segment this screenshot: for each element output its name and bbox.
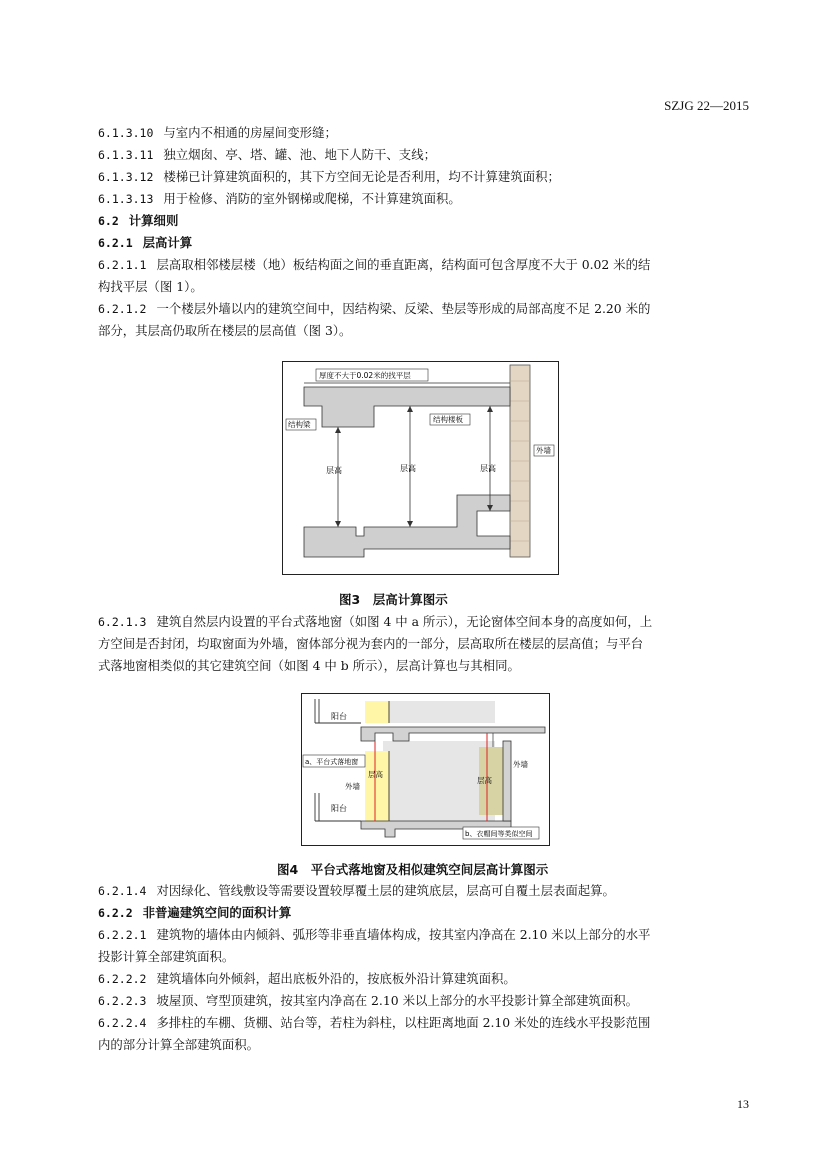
clause-6-2-2-1: 6.2.2.1 建筑物的墙体由内倾斜、弧形等非垂直墙体构成，按其室内净高在 2.10 米以上部分的水平: [98, 927, 651, 942]
clause-6-2-1-4: 6.2.1.4 对因绿化、管线敷设等需要设置较厚覆土层的建筑底层，层高可自覆土层表面起算。: [98, 883, 615, 898]
platform-window-label: a、平台式落地窗: [305, 758, 359, 766]
balcony-top-label: 阳台: [331, 712, 347, 721]
clause-6-2-1-2: 6.2.1.2 一个楼层外墙以内的建筑空间中，因结构梁、反梁、垫层等形成的局部高度不足 2.20 米的: [98, 301, 651, 316]
clause-6-2-1-3-cont2: 式落地窗相类似的其它建筑空间（如图 4 中 b 所示），层高计算也与其相同。: [98, 658, 520, 673]
clause-6-2-2-4: 6.2.2.4 多排柱的车棚、货棚、站台等，若柱为斜柱，以柱距离地面 2.10 米处的连线水平投影范围: [98, 1015, 651, 1030]
height-label-1: 层高: [326, 466, 342, 475]
leveling-layer-label: 厚度不大于0.02米的找平层: [319, 371, 411, 380]
page-number: 13: [737, 1097, 749, 1111]
clause-6-2-1-3: 6.2.1.3 建筑自然层内设置的平台式落地窗（如图 4 中 a 所示），无论窗体空间本身的高度如何，上: [98, 614, 653, 629]
clause-6-2-2-2: 6.2.2.2 建筑墙体向外倾斜，超出底板外沿的，按底板外沿计算建筑面积。: [98, 971, 516, 986]
figure-3-diagram: [282, 361, 559, 575]
height-label-2: 层高: [400, 464, 416, 473]
clause-6-2-1-2-cont: 部分，其层高仍取所在楼层的层高值（图 3）。: [98, 323, 352, 338]
outer-wall-left-label: 外墙: [345, 782, 360, 791]
figure-4-caption: 图4 平台式落地窗及相似建筑空间层高计算图示: [277, 862, 549, 877]
section-heading-6-2: 6.2 计算细则: [98, 213, 179, 228]
clause-6-2-2-1-cont: 投影计算全部建筑面积。: [98, 949, 235, 964]
clause-6-1-3-12: 6.1.3.12 楼梯已计算建筑面积的，其下方空间无论是否利用，均不计算建筑面积；: [98, 169, 560, 184]
height-label-3: 层高: [480, 464, 496, 473]
beam-label: 结构梁: [288, 420, 311, 429]
outer-wall-label: 外墙: [536, 446, 551, 455]
standard-code: SZJG 22—2015: [664, 98, 749, 113]
height-right-label: 层高: [477, 776, 492, 785]
section-heading-6-2-2: 6.2.2 非普遍建筑空间的面积计算: [98, 905, 292, 920]
section-heading-6-2-1: 6.2.1 层高计算: [98, 235, 193, 250]
figure-4-diagram: [301, 693, 550, 846]
height-left-label: 层高: [368, 770, 383, 779]
clause-6-2-1-3-cont1: 方空间是否封闭，均取窗面为外墙，窗体部分视为套内的一部分，层高取所在楼层的层高值；与平台: [98, 636, 644, 651]
clause-6-1-3-10: 6.1.3.10 与室内不相通的房屋间变形缝；: [98, 125, 337, 140]
window-zone: [365, 751, 389, 823]
outer-wall-right-label: 外墙: [513, 760, 528, 769]
closet-label: b、衣帽间等类似空间: [465, 830, 533, 838]
window-zone-top: [365, 701, 389, 723]
balcony-bottom-label: 阳台: [331, 804, 347, 813]
slab-label: 结构楼板: [433, 415, 463, 424]
clause-6-2-1-1: 6.2.1.1 层高取相邻楼层楼（地）板结构面之间的垂直距离，结构面可包含厚度不大于 0.02 米的结: [98, 257, 651, 272]
clause-6-2-2-3: 6.2.2.3 坡屋顶、穹型顶建筑，按其室内净高在 2.10 米以上部分的水平投影计算全部建筑面积。: [98, 993, 638, 1008]
clause-6-2-1-1-cont: 构找平层（图 1）。: [98, 279, 203, 294]
figure-3-caption: 图3 层高计算图示: [339, 592, 448, 607]
clause-6-2-2-4-cont: 内的部分计算全部建筑面积。: [98, 1037, 260, 1052]
clause-6-1-3-11: 6.1.3.11 独立烟囱、亭、塔、罐、池、地下人防干、支线；: [98, 147, 436, 162]
clause-6-1-3-13: 6.1.3.13 用于检修、消防的室外钢梯或爬梯，不计算建筑面积。: [98, 191, 461, 206]
